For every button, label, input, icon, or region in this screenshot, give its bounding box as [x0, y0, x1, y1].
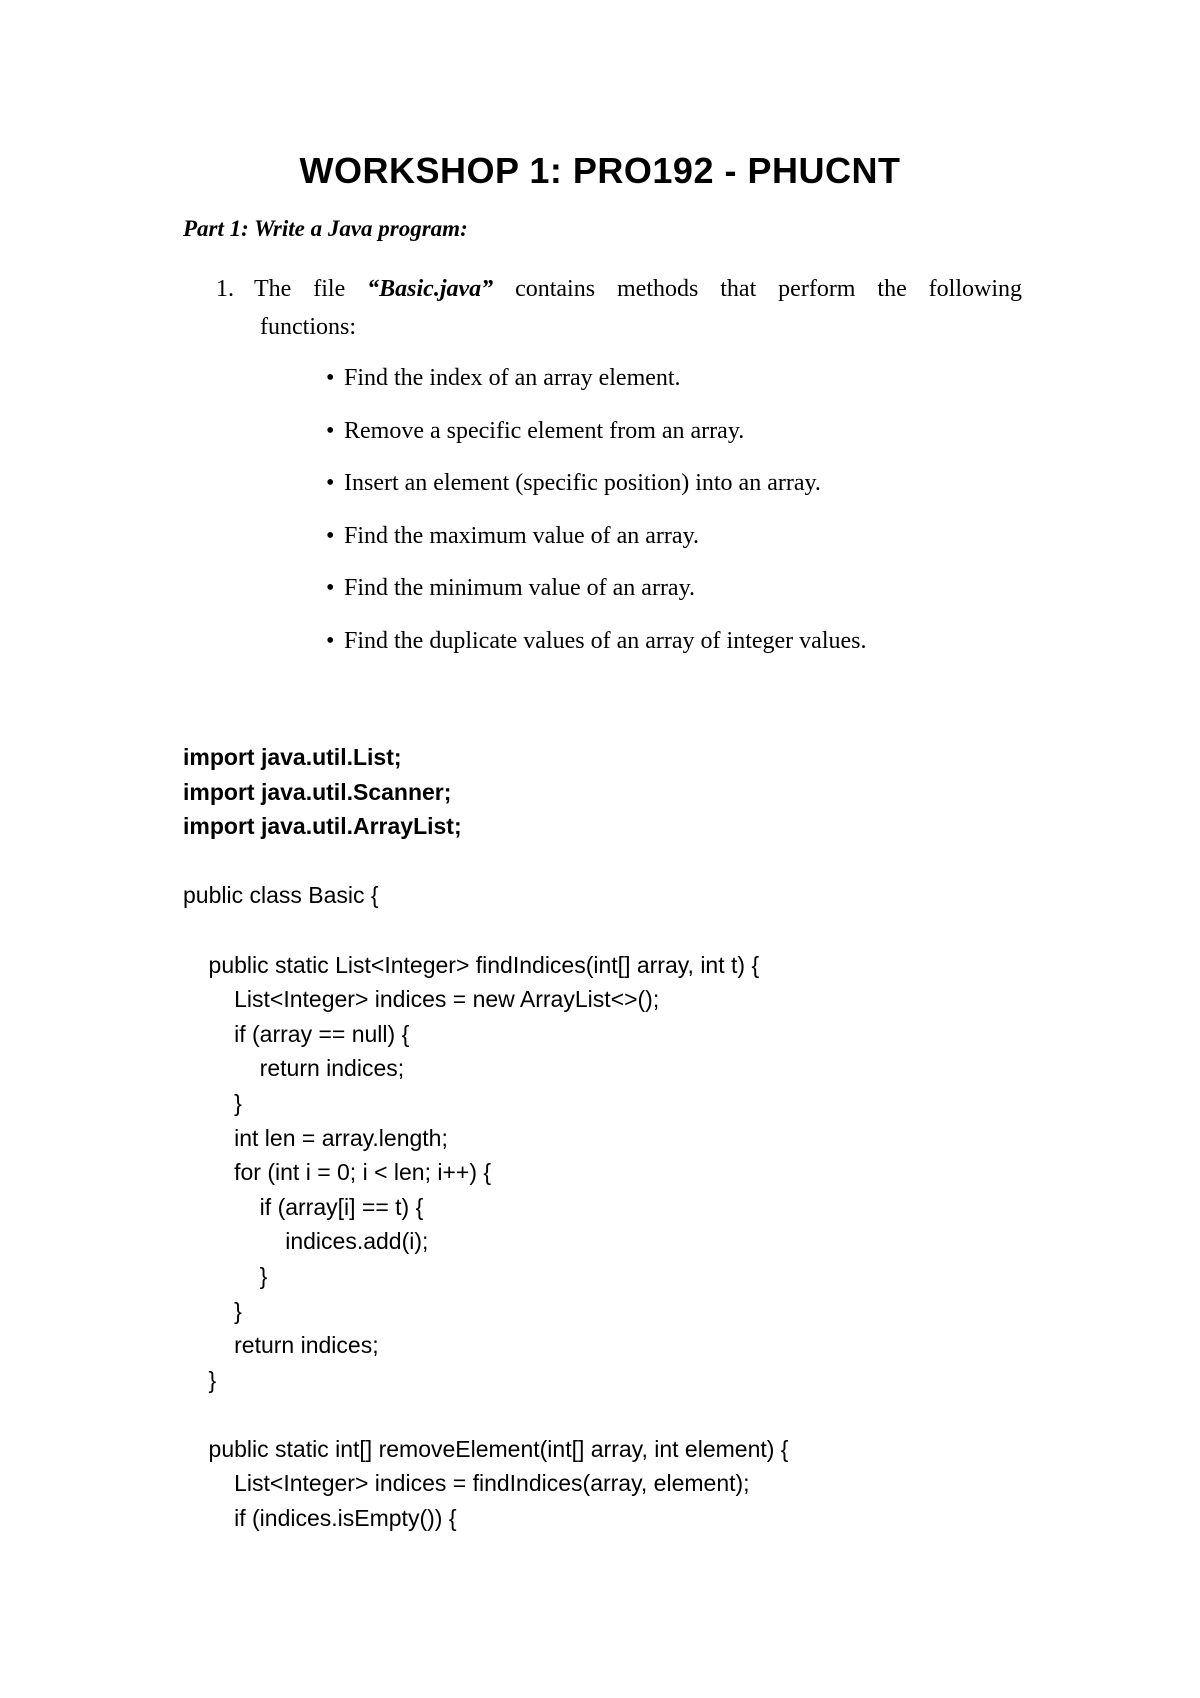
task-line-2: functions:	[260, 314, 356, 340]
code-line: List<Integer> indices = findIndices(array, element);	[183, 1470, 750, 1497]
code-line	[183, 1397, 788, 1432]
code-line: import java.util.List;	[183, 744, 402, 770]
code-line	[183, 844, 788, 879]
list-item	[326, 467, 866, 520]
list-item	[326, 415, 866, 468]
task-item	[216, 270, 1022, 346]
list-item-text: Find the minimum value of an array.	[344, 575, 696, 602]
code-line: }	[183, 1366, 217, 1393]
bullet-marker: •	[326, 627, 335, 654]
code-line: indices.add(i);	[183, 1228, 429, 1255]
bullet-marker: •	[326, 417, 335, 444]
code-line: if (array[i] == t) {	[183, 1193, 424, 1220]
code-line: if (indices.isEmpty()) {	[183, 1505, 457, 1532]
code-line: import java.util.Scanner;	[183, 778, 452, 805]
list-item-text: Find the duplicate values of an array of integer values.	[344, 627, 867, 654]
code-line: return indices;	[183, 1055, 405, 1082]
code-line	[183, 913, 788, 948]
code-line: import java.util.ArrayList;	[183, 813, 462, 840]
code-line: public static List<Integer> findIndices(int[] array, int t) {	[183, 951, 760, 978]
list-item	[326, 572, 866, 625]
code-line: }	[183, 1297, 242, 1324]
task-line-1	[254, 270, 1022, 308]
code-line: }	[183, 1089, 242, 1116]
code-line: int len = array.length;	[183, 1124, 448, 1151]
list-item	[326, 520, 866, 573]
code-line: public static int[] removeElement(int[] array, int element) {	[183, 1435, 789, 1462]
code-line: if (array == null) {	[183, 1020, 410, 1047]
function-list	[326, 362, 866, 678]
list-item	[326, 362, 866, 415]
task-text-before: The file	[254, 276, 368, 302]
code-line: for (int i = 0; i < len; i++) {	[183, 1159, 492, 1186]
list-item-text: Find the maximum value of an array.	[344, 522, 700, 549]
code-line: }	[183, 1262, 268, 1289]
bullet-marker: •	[326, 575, 335, 602]
document-title: WORKSHOP 1: PRO192 - PHUCNT	[299, 150, 901, 191]
code-line: List<Integer> indices = new ArrayList<>();	[183, 986, 660, 1013]
code-line: return indices;	[183, 1332, 379, 1359]
task-text-after: contains methods that perform the following	[493, 276, 1022, 302]
bullet-marker: •	[326, 470, 335, 497]
bullet-marker: •	[326, 522, 335, 549]
list-item-text: Remove a specific element from an array.	[344, 417, 745, 444]
task-description	[254, 270, 1022, 346]
code-line: public class Basic {	[183, 882, 379, 909]
list-item-text: Find the index of an array element.	[344, 365, 681, 391]
list-item-text: Insert an element (specific position) into an array.	[344, 470, 821, 497]
part-heading: Part 1: Write a Java program:	[183, 216, 468, 241]
task-filename: “Basic.java”	[367, 276, 494, 302]
task-number: 1.	[216, 276, 234, 302]
list-item	[326, 625, 866, 678]
code-block	[183, 740, 788, 1536]
bullet-marker: •	[326, 365, 335, 391]
